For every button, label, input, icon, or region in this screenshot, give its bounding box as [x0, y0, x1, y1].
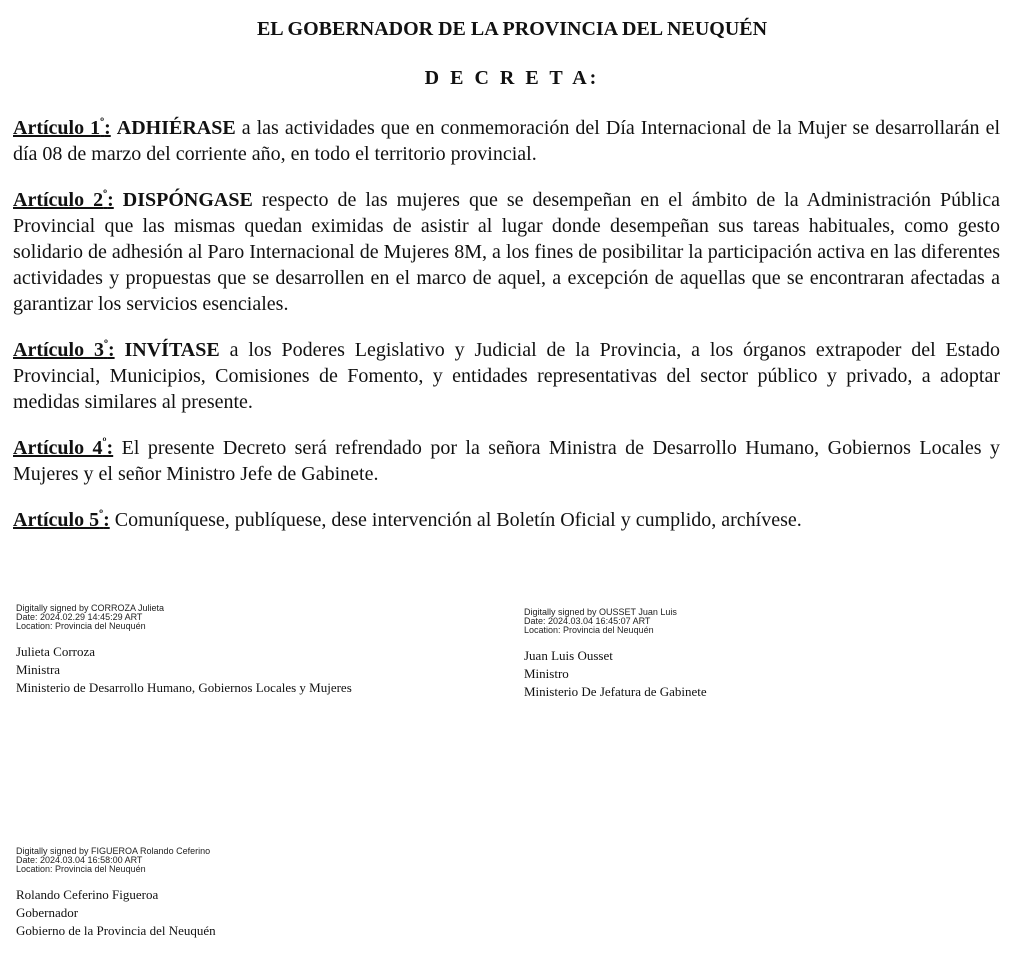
- article-verb: DISPÓNGASE: [122, 189, 253, 211]
- article-1: [13, 115, 1000, 167]
- digital-signature-stamp: Digitally signed by OUSSET Juan Luis Date: 2024.03.04 16:45:07 ART Location: Provincia del Neuquén: [524, 607, 677, 635]
- signer-office: Gobierno de la Provincia del Neuquén: [16, 923, 216, 938]
- article-text: Comuníquese, publíquese, dese intervención al Boletín Oficial y cumplido, archívese.: [109, 509, 802, 531]
- article-text: a las actividades que en conmemoración del Día Internacional de la Mujer se desarrollarán el día 08 de marzo del corriente año, en todo el territorio provincial.: [13, 117, 1001, 165]
- article-5: [13, 507, 1000, 533]
- article-label: Artículo $3^º$:: [13, 337, 115, 361]
- signature-block-ousset: [524, 608, 707, 701]
- article-4: [13, 435, 1000, 487]
- digital-signature-stamp: Digitally signed by FIGUEROA Rolando Ceferino Date: 2024.03.04 16:58:00 ART Location: Provincia del Neuquén: [16, 846, 211, 874]
- signer-name: Julieta Corroza: [16, 644, 96, 659]
- decreta-heading: D E C R E T A:: [424, 67, 600, 89]
- article-verb: ADHIÉRASE: [116, 117, 236, 139]
- article-text: El presente Decreto será refrendado por la señora Ministra de Desarrollo Humano, Gobiernos Locales y Mujeres y el señor Ministro Jefe de Gabinete.: [13, 437, 1001, 485]
- signer-role: Ministra: [16, 662, 61, 677]
- article-label: Artículo $1^º$:: [13, 115, 111, 139]
- signature-block-corroza: [16, 604, 352, 697]
- signer-office: Ministerio De Jefatura de Gabinete: [524, 684, 707, 699]
- signer-role: Ministro: [524, 666, 569, 681]
- signer-name: Rolando Ceferino Figueroa: [16, 887, 159, 902]
- articles-section: [13, 115, 1000, 553]
- document-title: EL GOBERNADOR DE LA PROVINCIA DEL NEUQUÉN: [256, 18, 768, 40]
- article-label: Artículo $4^º$:: [13, 435, 114, 459]
- signer-info: [524, 647, 707, 701]
- article-label: Artículo $5^º$:: [13, 507, 110, 531]
- article-verb: INVÍTASE: [124, 339, 220, 361]
- article-3: [13, 337, 1000, 415]
- article-text: respecto de las mujeres que se desempeñan en el ámbito de la Administración Pública Provincial que las mismas quedan eximidas de asistir al lugar donde desempeñan sus tareas habituales, como gesto solidario de adhesión al Paro Internacional de Mujeres 8M, a los fines de posibilitar la participación activa en las diferentes actividades y propuestas que se desarrollen en el marco de aquel, a excepción de aquellas que se encontraran afectadas a garantizar los servicios esenciales.: [13, 189, 1001, 315]
- signer-name: Juan Luis Ousset: [524, 648, 613, 663]
- signer-role: Gobernador: [16, 905, 79, 920]
- article-2: [13, 187, 1000, 317]
- digital-signature-stamp: Digitally signed by CORROZA Julieta Date: 2024.02.29 14:45:29 ART Location: Provincia del Neuquén: [16, 603, 165, 631]
- signer-info: [16, 886, 216, 940]
- article-text: a los Poderes Legislativo y Judicial de la Provincia, a los órganos extrapoder del Estado Provincial, Municipios, Comisiones de Fomento, y entidades representativas del sector público y privado, a adoptar medidas similares al presente.: [13, 339, 1000, 413]
- article-label: Artículo $2^º$:: [13, 187, 114, 211]
- signature-block-figueroa: [16, 847, 216, 940]
- signer-info: [16, 643, 352, 697]
- signer-office: Ministerio de Desarrollo Humano, Gobiernos Locales y Mujeres: [16, 680, 352, 695]
